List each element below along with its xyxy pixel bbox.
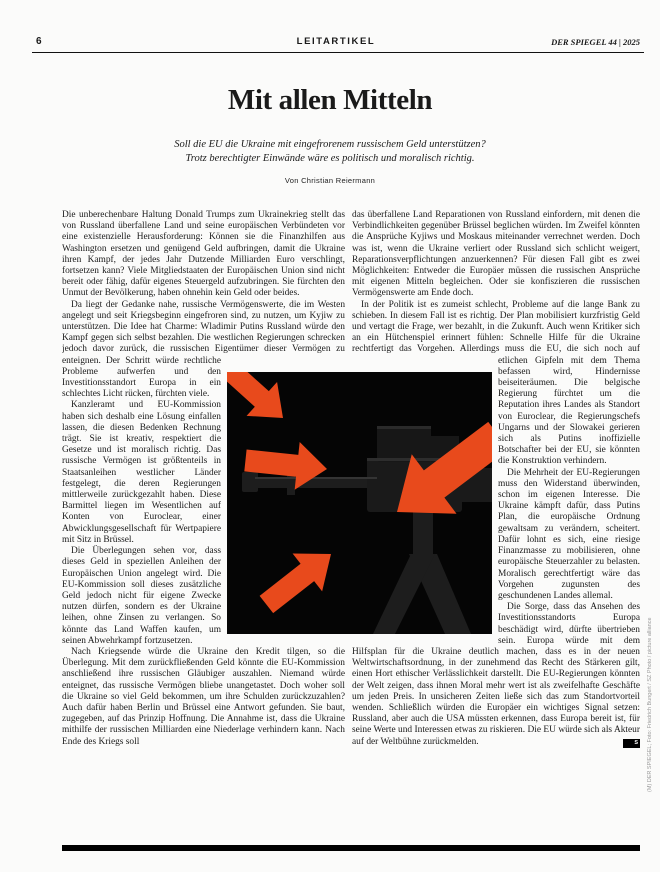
paragraph: Die Mehrheit der EU-Regierungen muss den Widerstand überwinden, schon im eigenen Interesse. Die Ukraine kämpft dafür, dass Putins Plan, die europäische Ordnung gewaltsam zu verändern, scheitert. Dafür lohnt es sich, eine riesige Finanzmasse zu mobilisieren, ohne europäische Steuerzahler zu belasten. Moralisch gerechtfertigt wäre das Vorgehen zugunsten des geschundenen Landes allemal.	[498, 467, 640, 601]
section-label: LEITARTIKEL	[296, 36, 376, 47]
issue-label: DER SPIEGEL 44 | 2025	[551, 37, 640, 47]
header-rule	[32, 52, 644, 53]
photo-credit: (M) DER SPIEGEL; Foto: Friedrich Bungert / SZ Photo / picture alliance	[647, 617, 653, 792]
paragraph: Da liegt der Gedanke nahe, russische Vermögenswerte, die im Westen angelegt und seit Kriegsbeginn eingefroren sind, zu nutzen, um Kyjiw zu unterstützen. Die Idee hat Charme: Wladimir Putins Russland würde den Kampf gegen sich selbst bezahlen. Die westlichen Regierungen schrecken jedoch davor zurück, die russischen Eigentümer dieser Vermögen zu enteignen. Der Schritt würde rechtliche Probleme aufwerfen und den Investitionsstandort Europa in ein schlechtes Licht rücken, fürchten viele.	[62, 299, 345, 400]
paragraph: In der Politik ist es zumeist schlecht, Probleme auf die lange Bank zu schieben. In diesem Fall ist es richtig. Der Plan mobilisiert kurzfristig Geld und vertagt die Frage, wer bezahlt, in die Zukunft. Auch wenn Kritiker sich an ein Hütchenspiel erinnert fühlen: Schnelle Hilfe für die Ukraine rechtfertigt das Vorgehen. Allerdings muss die EU, die sich noch auf etlichen Gipfeln mit dem Thema befassen wird, Hindernisse beiseiteräumen. Die belgische Regierung fürchtet um die Reputation ihres Landes als Standort von Euroclear, die Regierungschefs Ungarns und der Slowakei gerieren sich als Putins inoffizielle Botschafter bei der EU, sie könnten die Konstruktion verhindern.	[352, 299, 640, 467]
paragraph: das überfallene Land Reparationen von Russland einfordern, mit denen die Verbindlichkeiten gegenüber Brüssel beglichen würden. Im Zweifel könnten die Ansprüche Kyjiws und Moskaus miteinander verrechnet werden. Doch was ist, wenn die Ukraine verliert oder Russland sich schlicht weigert, Reparationsverpflichtungen anzuerkennen? Für diesen Fall gibt es zwei Möglichkeiten: Entweder die Europäer müssen die russischen Ansprüche mit eigenen Mitteln begleichen. Oder sie konfiszieren die russischen Vermögenswerte am Ende doch.	[352, 210, 640, 299]
article-image	[227, 372, 492, 634]
footer-rule	[62, 845, 640, 851]
page-header	[32, 36, 640, 49]
paragraph: Kanzleramt und EU-Kommission haben sich deshalb eine Lösung einfallen lassen, die diesen Bedenken Rechnung trägt. Sie ist kreativ, respektiert die Gesetze und ist moralisch richtig. Das russische Vermögen ist größtenteils in Staatsanleihen westlicher Länder festgelegt, die deren Regierungen mittlerweile zurückgezahlt haben. Diese Barmittel liegen im Wesentlichen auf Konten von Euroclear, einer Abwicklungsgesellschaft für Wertpapiere mit Sitz in Brüssel.	[62, 400, 221, 545]
end-mark: S	[623, 739, 640, 748]
paragraph: Die Überlegungen sehen vor, dass dieses Geld in speziellen Anleihen der Europäischen Union angelegt wird. Die EU-Kommission soll dieses zusätzliche Geld jedoch nicht für eigene Zwecke nutzen dürfen, sondern es der Ukraine leihen, ohne Zinsen zu verlangen. So könnte das Land Waffen kaufen, um seinen Abwehrkampf fortzusetzen.	[62, 546, 221, 646]
subtitle-line: Soll die EU die Ukraine mit eingefrorenem russischem Geld unterstützen?	[174, 139, 486, 150]
subtitle-line: Trotz berechtigter Einwände wäre es politisch und moralisch richtig.	[185, 152, 475, 164]
paragraph: Die unberechenbare Haltung Donald Trumps zum Ukrainekrieg stellt das von Russland überfallene Land und seine europäischen Verbündeten vor eine existenzielle Herausforderung: Können sie die Finanzhilfen aus Washington ersetzen und genügend Geld aufbringen, damit die Ukraine ihren Kampf, der jedes Jahr Dutzende Milliarden Euro verschlingt, fortsetzen kann? Viele Mitgliedstaaten der Europäischen Union sind nicht bereit oder fähig, dafür eigenes Steuergeld aufzubringen. Sie fürchten den Unmut der Bevölkerung, haben ohnehin kein Geld oder beides.	[62, 210, 345, 299]
page-number: 6	[36, 36, 42, 47]
article-subtitle	[60, 138, 600, 165]
gun-arrows-illustration	[227, 372, 492, 634]
article-title: Mit allen Mitteln	[227, 84, 433, 116]
byline: Von Christian Reiermann	[284, 176, 376, 185]
paragraph-text: Die Sorge, dass das Ansehen des Investitionsstandorts Europa beschädigt wird, dürfte übertrieben sein. Europa würde mit dem Hilfsplan für die Ukraine deutlich machen, dass es in der neuen Weltwirtschaftsordnung, in der zunehmend das Recht des Stärkeren gilt, einen Hort ethischer Verlässlichkeit darstellt. Die EU-Regierungen könnten der Welt zeigen, dass ihnen Moral mehr wert ist als zweifelhafte Geschäfte um jeden Preis. In unsicheren Zeiten ließe sich das zum Standortvorteil wenden. Schließlich würden die Europäer ein wichtiges Signal setzen: Russland, aber auch die USA müssten erkennen, dass Europa bereit ist, für seine Werte und Interessen etwas zu riskieren. Die EU würde sich als Akteur auf der Weltbühne zurückmelden.	[352, 602, 640, 747]
paragraph: Nach Kriegsende würde die Ukraine den Kredit tilgen, so die Überlegung. Mit dem zurückfließenden Geld könnte die EU-Kommission anschließend ihre russischen Gläubiger auszahlen. Niemand würde enteignet, das russische Vermögen bliebe unangetastet. Doch woher soll die Ukraine so viel Geld bekommen, um ihre Schulden zurückzuzahlen? Auch dafür haben Berlin und Brüssel eine Antwort gefunden. Sie baut, zugegeben, auf das Prinzip Hoffnung. Die Annahme ist, dass die Ukraine mithilfe der russischen Milliarden eine Niederlage verhindern kann. Nach Ende des Kriegs soll	[62, 646, 345, 747]
